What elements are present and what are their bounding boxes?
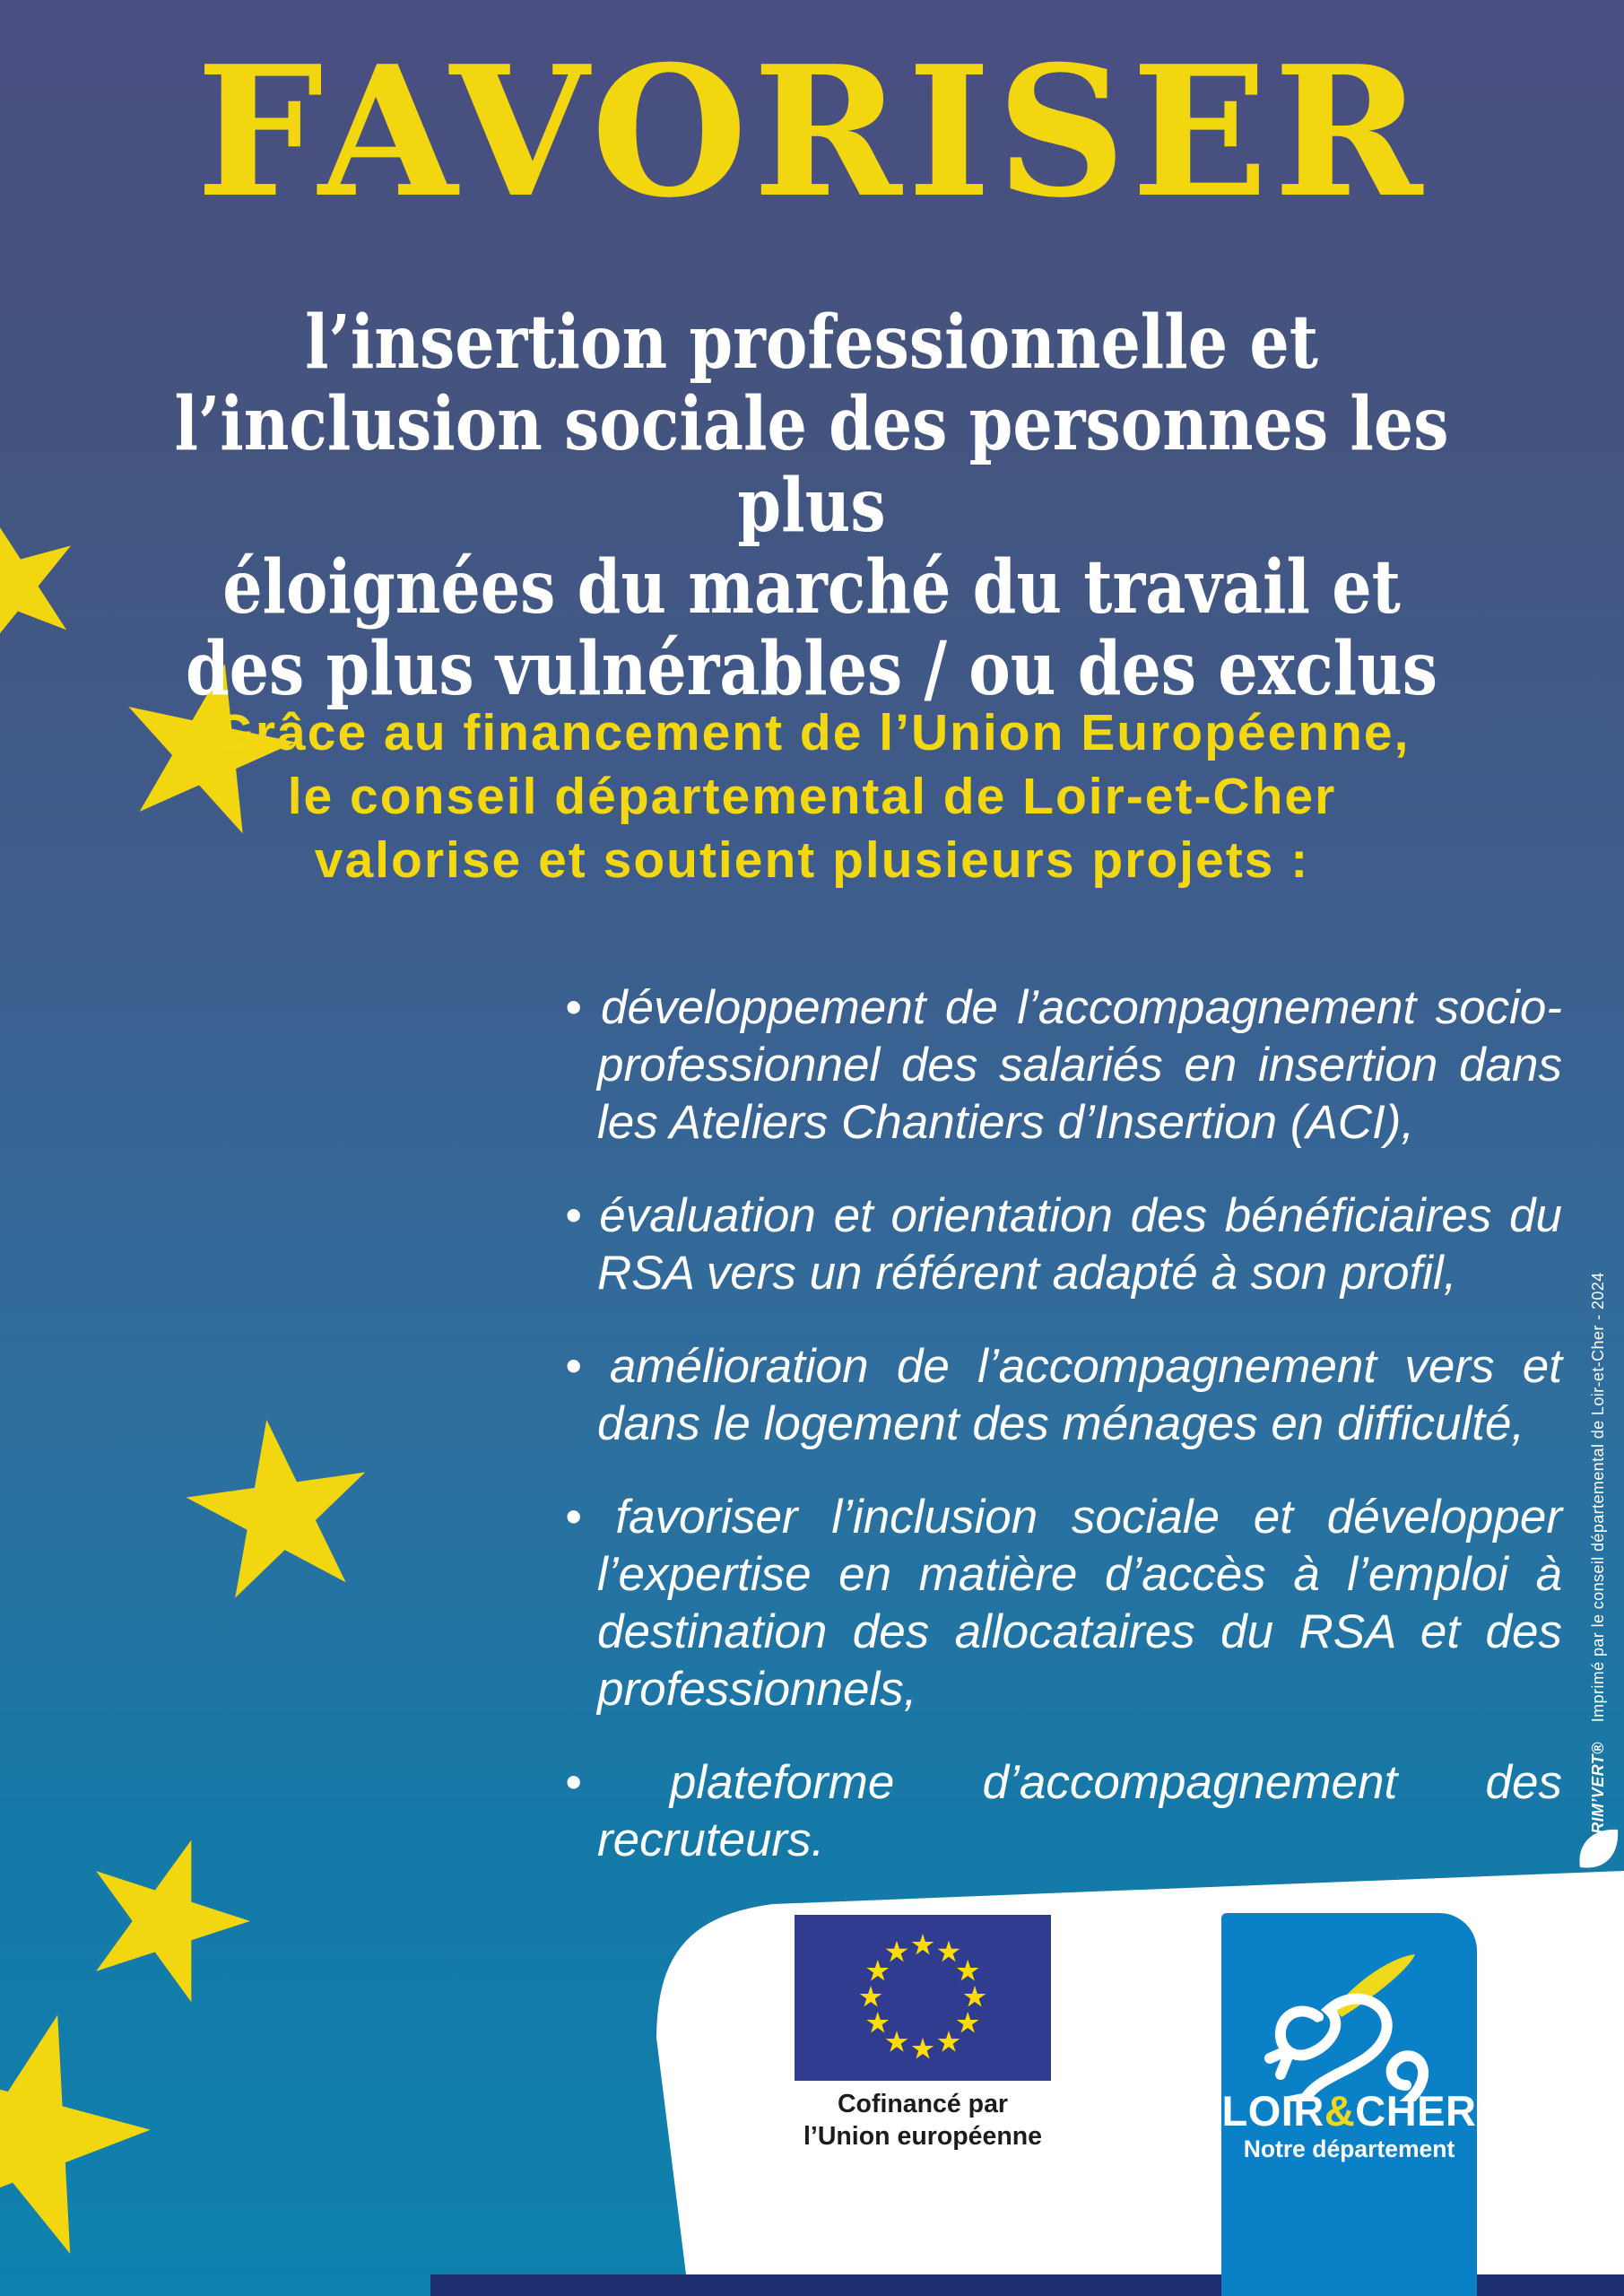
poster-title: FAVORISER <box>195 27 1429 238</box>
dept-logo <box>1221 1913 1477 2296</box>
dept-name-left: LOIR <box>1221 2087 1324 2135</box>
project-item: • favoriser l’inclusion sociale et développer l’expertise en matière d’accès à l’emploi à destination des allocataires du RSA et des professionnels, <box>565 1489 1562 1718</box>
print-note-text: Imprimé par le conseil départemental de Loir-et-Cher - 2024 <box>1589 1272 1607 1723</box>
project-item: • développement de l’accompagnement socio-professionnel des salariés en insertion dans les Ateliers Chantiers d’Insertion (ACI), <box>565 979 1562 1152</box>
salamander-icon <box>1221 1922 1477 2101</box>
subtitle-line: des plus vulnérables / ou des exclus <box>185 626 1438 712</box>
subtitle-line: éloignées du marché du travail et <box>222 544 1401 631</box>
eu-caption-line: l’Union européenne <box>803 2122 1043 2151</box>
eu-flag <box>795 1915 1051 2081</box>
print-note <box>1589 1272 1613 1864</box>
project-list <box>565 979 1562 1905</box>
dept-name <box>1221 2089 1477 2134</box>
subtitle-line: l’insertion professionnelle et <box>305 300 1318 386</box>
dept-tagline: Notre département <box>1243 2135 1455 2162</box>
intro-line: Grâce au financement de l’Union Européenne, <box>213 704 1411 761</box>
project-item: • évaluation et orientation des bénéficiaires du RSA vers un référent adapté à son profil, <box>565 1187 1562 1302</box>
eu-caption-line: Cofinancé par <box>837 2090 1009 2118</box>
eu-flag-stars-icon <box>795 1915 1051 2081</box>
dept-name-right: CHER <box>1355 2087 1477 2135</box>
poster-subtitle <box>164 302 1460 710</box>
dept-name-amp: & <box>1324 2087 1356 2135</box>
subtitle-line: l’inclusion sociale des personnes les plus <box>174 381 1449 549</box>
intro-line: le conseil départemental de Loir-et-Cher <box>287 768 1337 825</box>
intro-line: valorise et soutient plusieurs projets : <box>314 831 1310 889</box>
eu-caption <box>795 2088 1051 2152</box>
project-item: • plateforme d’accompagnement des recruteurs. <box>565 1754 1562 1869</box>
intro-text <box>81 701 1543 892</box>
project-item: • amélioration de l’accompagnement vers et dans le logement des ménages en difficulté, <box>565 1338 1562 1453</box>
imprim-vert-label: IMPRIM’VERT® <box>1589 1742 1607 1864</box>
